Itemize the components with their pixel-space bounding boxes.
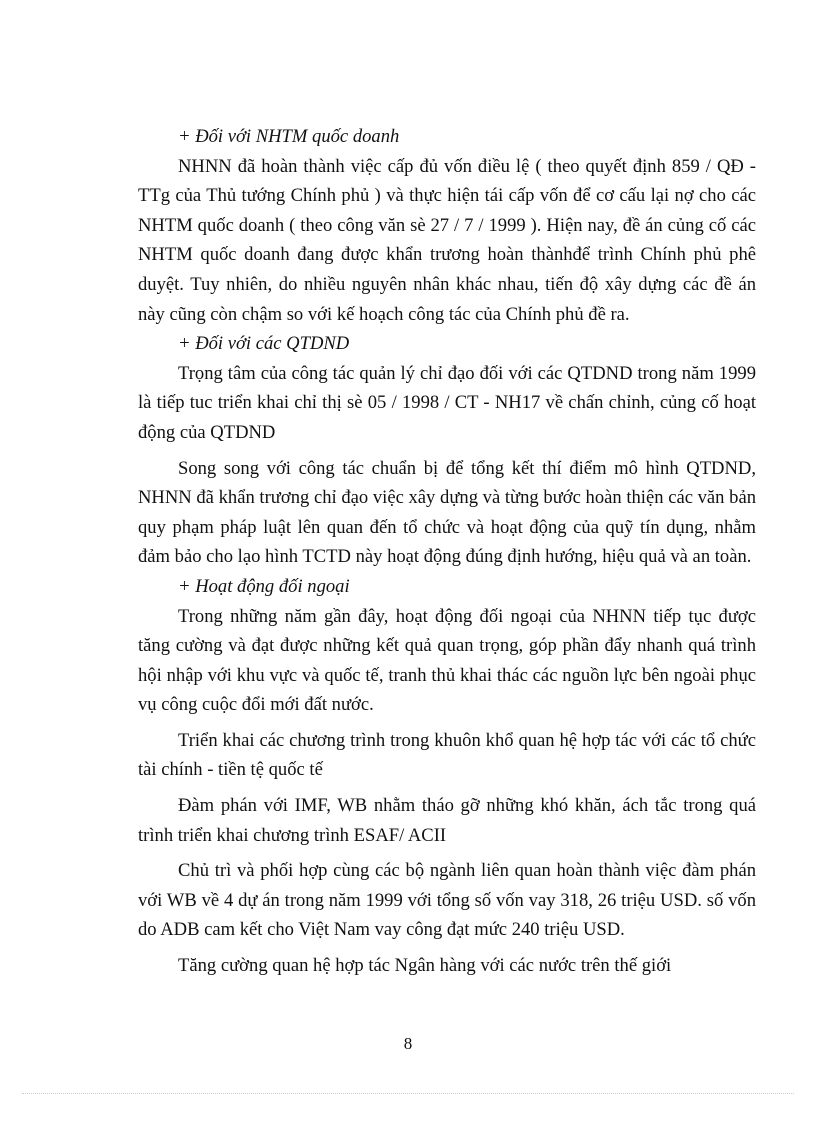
paragraph-credit-funds-legal: Song song với công tác chuẩn bị để tổng kết thí điểm mô hình QTDND, NHNN đã khẩn trương chỉ đạo việc xây dựng và từng bước hoàn thiện các văn bản quy phạm pháp luật lên quan đến tổ chức và hoạt động của quỹ tín dụng, nhằm đảm bảo cho lạo hình TCTD này hoạt động đúng định hướng, hiệu quả và an toàn. bbox=[138, 457, 756, 568]
paragraph-imf-wb-negotiation: Đàm phán với IMF, WB nhằm tháo gỡ những khó khăn, ách tắc trong quá trình triển khai chương trình ESAF/ ACII bbox=[138, 795, 756, 846]
section-heading-credit-funds: + Đối với các QTDND bbox=[178, 333, 350, 355]
paragraph-bank-cooperation: Tăng cường quan hệ hợp tác Ngân hàng với các nước trên thế giới bbox=[178, 955, 672, 977]
paragraph-international-programs: Triển khai các chương trình trong khuôn khổ quan hệ hợp tác với các tổ chức tài chính - tiền tệ quốc tế bbox=[138, 729, 756, 781]
paragraph-credit-funds-focus: Trọng tâm của công tác quản lý chỉ đạo đối với các QTDND trong năm 1999 là tiếp tuc triển khai chỉ thị sè 05 / 1998 / CT - NH17 về chấn chỉnh, củng cố hoạt động của QTDND bbox=[138, 362, 756, 443]
paragraph-wb-projects: Chủ trì và phối hợp cùng các bộ ngành liên quan hoàn thành việc đàm phán với WB về 4 dự án trong năm 1999 với tổng số vốn vay 318, 26 triệu USD. số vốn do ADB cam kết cho Việt Nam vay công đạt mức 240 triệu USD. bbox=[138, 860, 756, 941]
document-body bbox=[138, 122, 756, 981]
paragraph-foreign-affairs: Trong những năm gần đây, hoạt động đối ngoại của NHNN tiếp tục được tăng cường và đạt được những kết quả quan trọng, góp phần đẩy nhanh quá trình hội nhập với khu vực và quốc tế, tranh thủ khai thác các nguồn lực bên ngoài phục vụ công cuộc đổi mới đất nước. bbox=[138, 605, 756, 716]
section-heading-state-banks: + Đối với NHTM quốc doanh bbox=[178, 126, 400, 147]
section-heading-foreign-affairs: + Hoạt động đối ngoại bbox=[178, 575, 350, 597]
page-bottom-rule bbox=[22, 1093, 794, 1094]
page-number: 8 bbox=[403, 1034, 413, 1053]
paragraph-state-banks: NHNN đã hoàn thành việc cấp đủ vốn điều lệ ( theo quyết định 859 / QĐ - TTg của Thủ tướng Chính phủ ) và thực hiện tái cấp vốn để cơ cấu lại nợ cho các NHTM quốc doanh ( theo công văn sè 27 / 7 / 1999 ). Hiện nay, đề án củng cố các NHTM quốc doanh đang được khẩn trương hoàn thànhđể trình Chính phủ phê duyệt. Tuy nhiên, do nhiều nguyên nhân khác nhau, tiến độ xây dựng các đề án này cũng còn chậm so với kế hoạch công tác của Chính phủ đề ra. bbox=[138, 155, 756, 325]
